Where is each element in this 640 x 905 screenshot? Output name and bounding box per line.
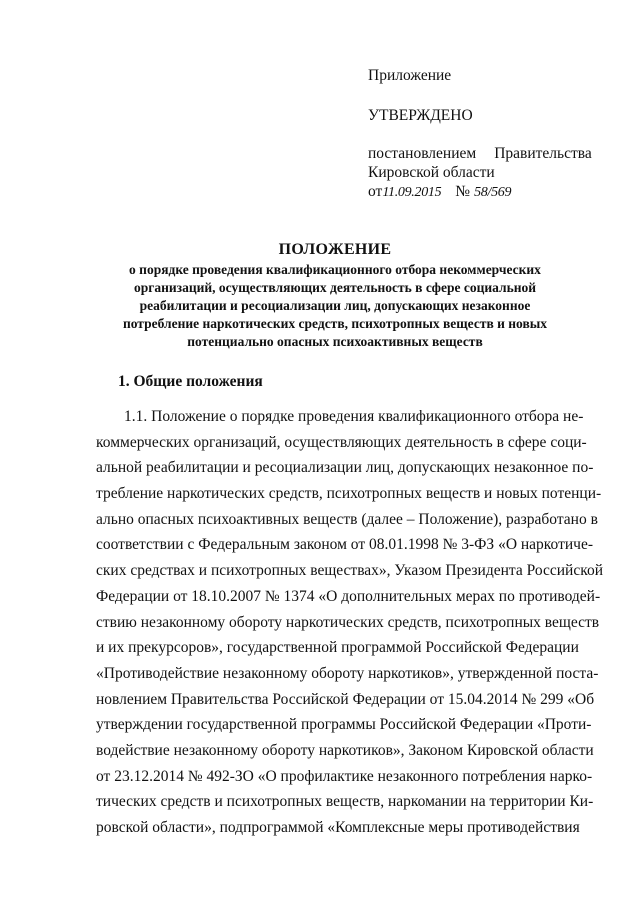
approved-by-line-2: Кировской области	[368, 164, 495, 181]
body-paragraph	[96, 404, 603, 841]
body-line: водействие незаконному обороту наркотиков», Законом Кировской области	[96, 741, 594, 759]
body-line: ских средствах и психотропных веществах», Указом Президента Российской	[96, 562, 603, 580]
approval-stamp-block	[368, 66, 592, 202]
approved-label: УТВЕРЖДЕНО	[368, 107, 473, 124]
subtitle-line: реабилитации и ресоциализации лиц, допускающих незаконное	[139, 298, 531, 313]
body-line: от 23.12.2014 № 492-ЗО «О профилактике незаконного потребления нарко-	[96, 767, 593, 785]
body-line: ровской области», подпрограммой «Комплексные меры противодействия	[96, 819, 580, 836]
document-title-block	[80, 240, 590, 351]
section-heading: 1. Общие положения	[118, 373, 263, 390]
decree-date-number-line	[368, 182, 592, 202]
handwritten-number: 58/569	[474, 185, 512, 200]
subtitle-line: потребление наркотических средств, психотропных веществ и новых	[122, 316, 548, 331]
document-subtitle	[80, 261, 590, 351]
body-line: «Противодействие незаконному обороту наркотиков», утвержденной поста-	[96, 664, 599, 682]
body-line: ствию незаконному обороту наркотических средств, психотропных веществ	[96, 613, 600, 631]
handwritten-date: 11.09.2015	[382, 185, 442, 200]
body-line: новлением Правительства Российской Федерации от 15.04.2014 № 299 «Об	[96, 690, 595, 708]
body-line: ально опасных психоактивных веществ (далее – Положение), разработано в	[96, 510, 598, 528]
body-line: соответствии с Федеральным законом от 08.01.1998 № 3-ФЗ «О наркотиче-	[96, 536, 594, 554]
from-label: от	[368, 183, 383, 200]
approved-by-line-1	[368, 144, 592, 163]
body-line: 1.1. Положение о порядке проведения квалификационного отбора не-	[124, 408, 584, 425]
body-line: требление наркотических средств, психотропных веществ и новых потенци-	[96, 485, 602, 503]
approved-by-government: Правительства	[494, 145, 592, 162]
body-line: утверждении государственной программы Российской Федерации «Проти-	[96, 716, 592, 734]
approved-by-decree: постановлением	[368, 145, 477, 162]
subtitle-line: о порядке проведения квалификационного отбора некоммерческих	[129, 262, 541, 277]
number-sign: №	[455, 183, 471, 200]
body-line: и их прекурсоров», государственной программой Российской Федерации	[96, 639, 579, 657]
body-line: альной реабилитации и ресоциализации лиц, допускающих незаконное по-	[96, 459, 594, 477]
subtitle-line: потенциально опасных психоактивных веществ	[187, 334, 483, 349]
body-line: коммерческих организаций, осуществляющих деятельность в сфере соци-	[96, 433, 587, 451]
body-line: тических средств и психотропных веществ, наркомании на территории Ки-	[96, 793, 594, 811]
document-title: ПОЛОЖЕНИЕ	[278, 241, 392, 258]
subtitle-line: организаций, осуществляющих деятельность в сфере социальной	[133, 280, 537, 295]
appendix-label: Приложение	[368, 67, 452, 84]
body-line: Федерации от 18.10.2007 № 1374 «О дополнительных мерах по противодей-	[96, 587, 601, 605]
